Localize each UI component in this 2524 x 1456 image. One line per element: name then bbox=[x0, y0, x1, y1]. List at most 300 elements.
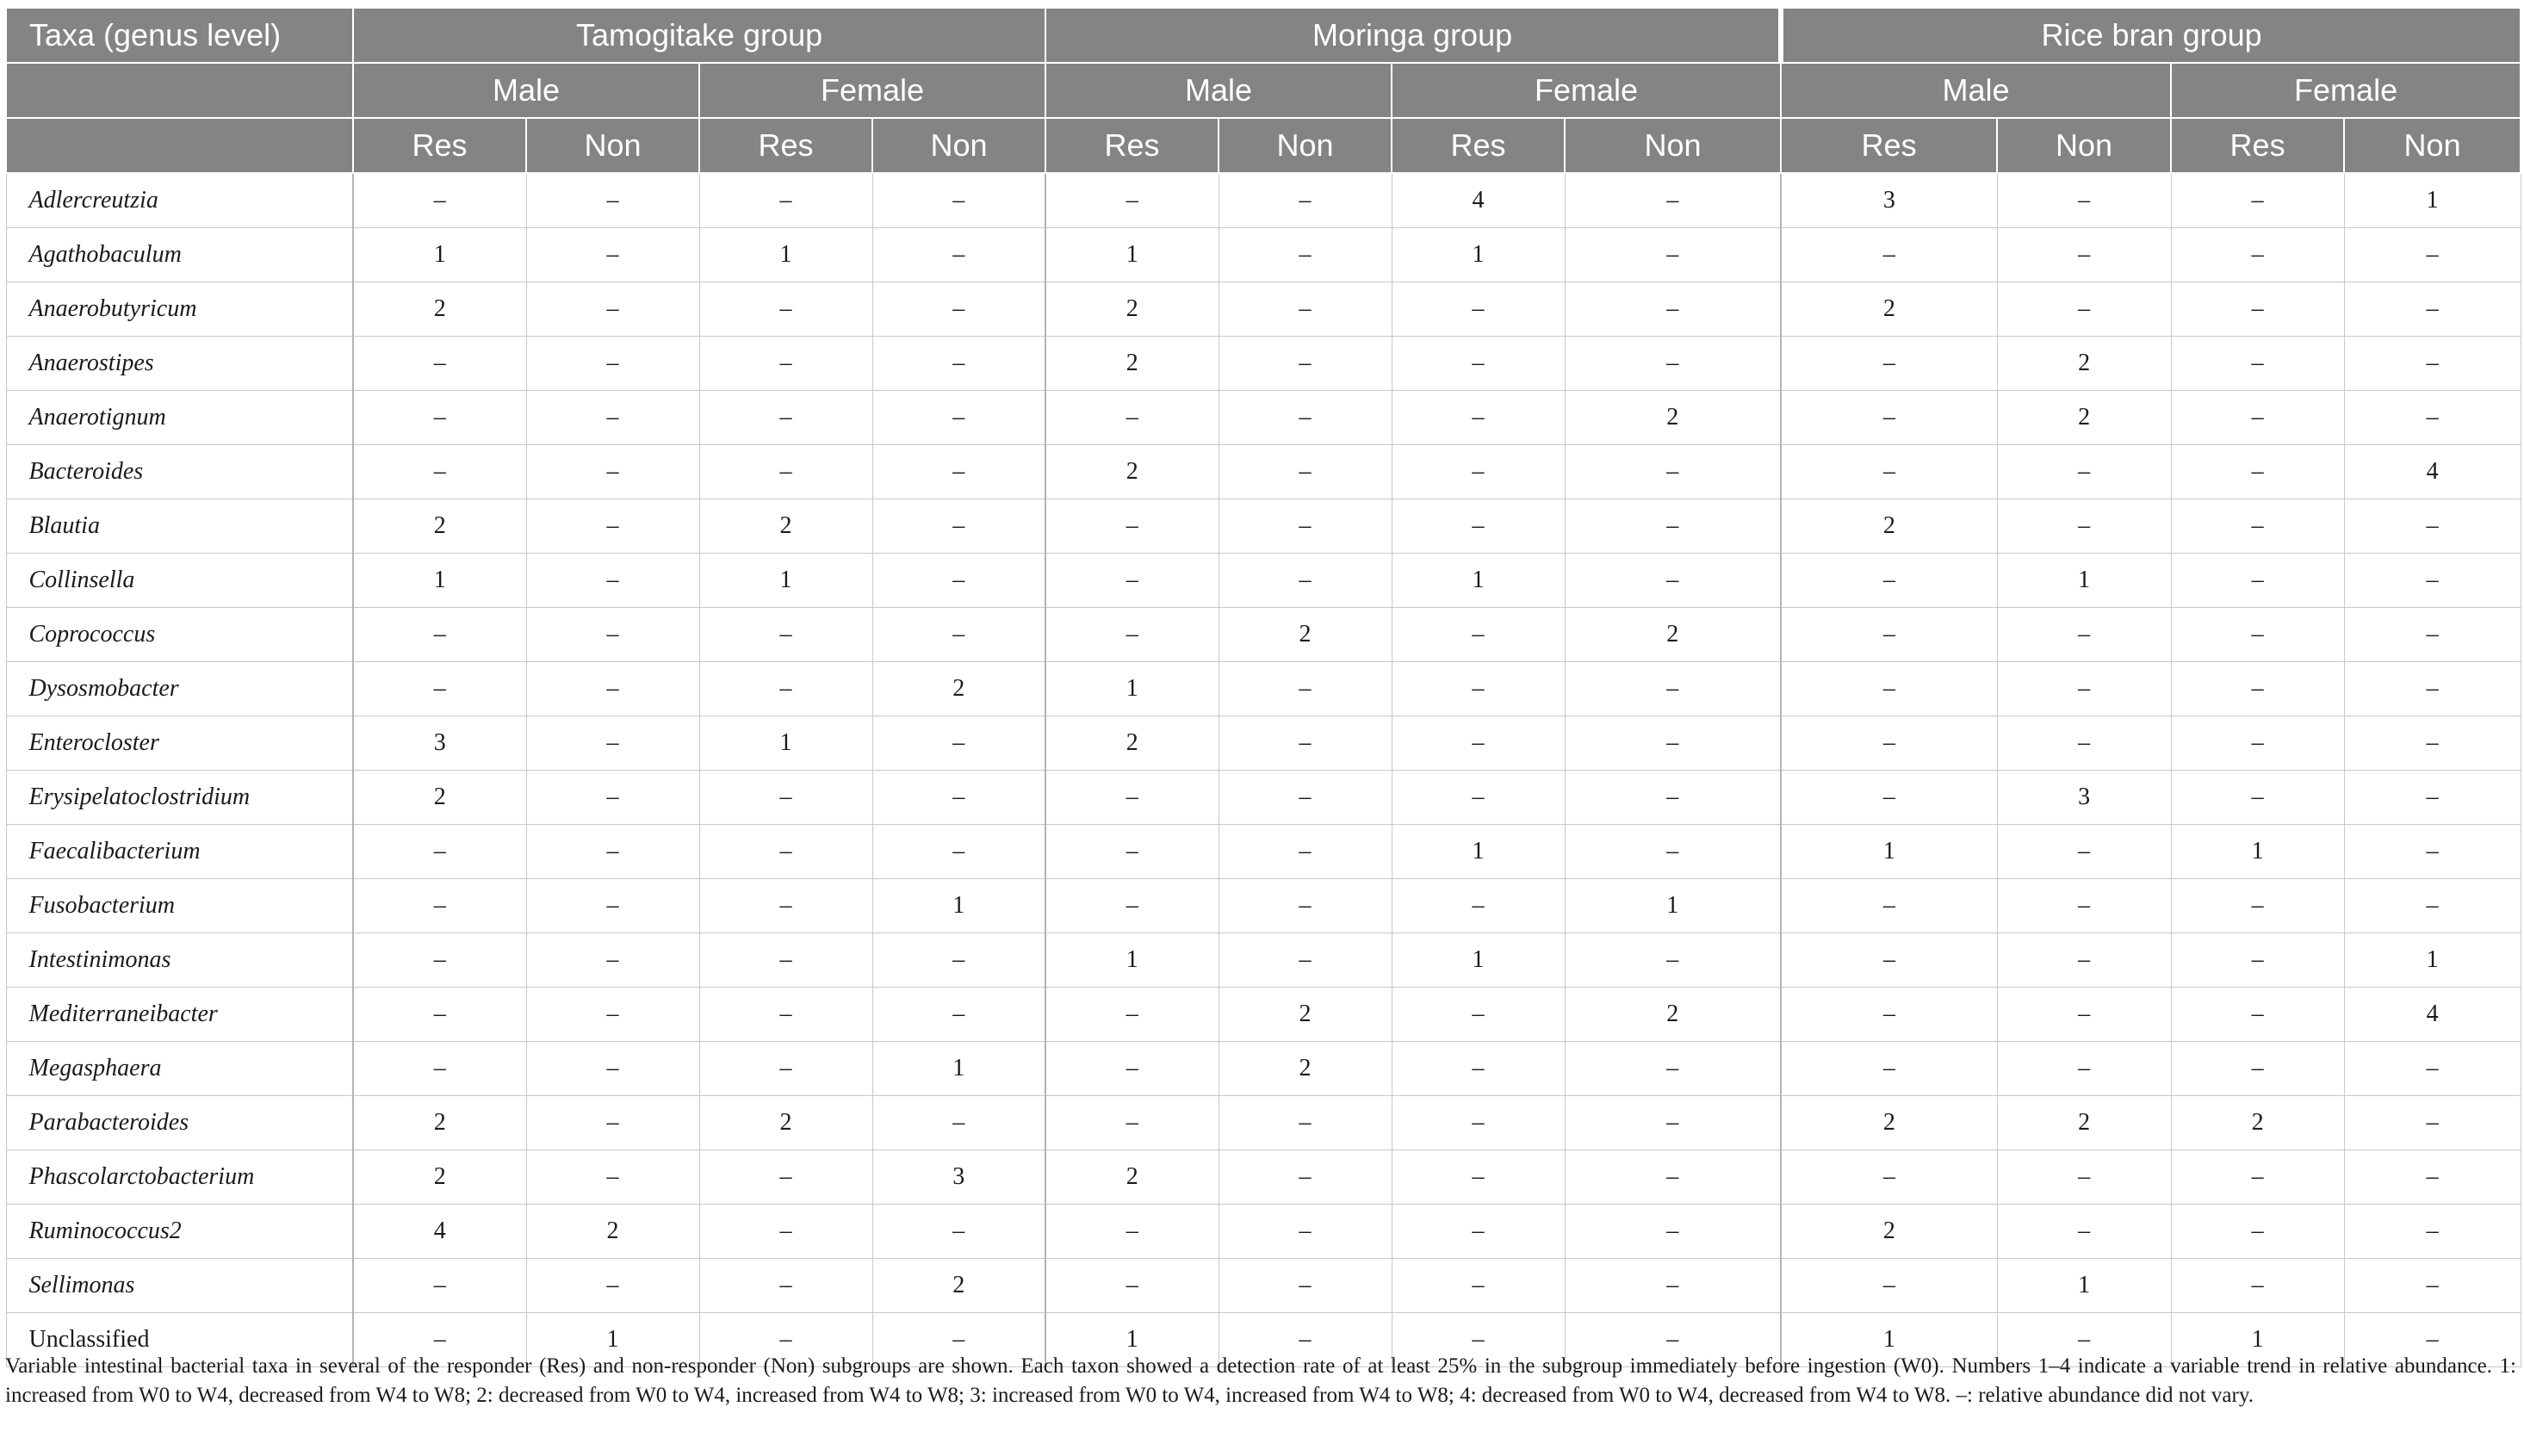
trend-value-cell: – bbox=[1045, 1259, 1219, 1313]
trend-value-cell: – bbox=[2344, 716, 2521, 771]
trend-value-cell: – bbox=[872, 825, 1045, 879]
trend-value-cell: – bbox=[872, 499, 1045, 554]
taxon-name-cell: Megasphaera bbox=[6, 1042, 353, 1096]
trend-value-cell: – bbox=[699, 879, 872, 933]
trend-value-cell: – bbox=[1997, 228, 2171, 282]
trend-value-cell: 2 bbox=[699, 1096, 872, 1150]
trend-value-cell: – bbox=[1045, 1042, 1219, 1096]
taxon-name-cell: Mediterraneibacter bbox=[6, 988, 353, 1042]
table-row bbox=[6, 716, 2521, 771]
trend-value-cell: – bbox=[2344, 282, 2521, 337]
trend-value-cell: 4 bbox=[2344, 988, 2521, 1042]
trend-value-cell: – bbox=[872, 771, 1045, 825]
trend-value-cell: – bbox=[1781, 716, 1997, 771]
trend-value-cell: – bbox=[1219, 391, 1392, 445]
trend-value-cell: 1 bbox=[1045, 933, 1219, 988]
trend-value-cell: 1 bbox=[1392, 554, 1565, 608]
trend-value-cell: – bbox=[1997, 1042, 2171, 1096]
table-body bbox=[6, 173, 2521, 1367]
table-row bbox=[6, 554, 2521, 608]
trend-value-cell: – bbox=[1997, 825, 2171, 879]
trend-value-cell: 1 bbox=[353, 554, 526, 608]
header-spacer bbox=[6, 118, 353, 173]
trend-value-cell: 1 bbox=[353, 228, 526, 282]
trend-value-cell: 2 bbox=[1997, 1096, 2171, 1150]
trend-value-cell: – bbox=[526, 879, 699, 933]
trend-value-cell: 3 bbox=[872, 1150, 1045, 1205]
trend-value-cell: – bbox=[1219, 933, 1392, 988]
taxon-name-cell: Coprococcus bbox=[6, 608, 353, 662]
subgroup-header-non: Non bbox=[872, 118, 1045, 173]
trend-value-cell: – bbox=[1045, 771, 1219, 825]
trend-value-cell: – bbox=[1392, 662, 1565, 716]
trend-value-cell: – bbox=[2171, 499, 2344, 554]
trend-value-cell: – bbox=[1219, 499, 1392, 554]
trend-value-cell: – bbox=[1781, 933, 1997, 988]
sex-header-male: Male bbox=[1781, 63, 2171, 118]
trend-value-cell: – bbox=[1997, 608, 2171, 662]
group-header-moringa: Moringa group bbox=[1045, 8, 1781, 63]
trend-value-cell: – bbox=[2344, 1096, 2521, 1150]
trend-value-cell: – bbox=[1045, 499, 1219, 554]
trend-value-cell: – bbox=[1045, 879, 1219, 933]
header-row-subgroups bbox=[6, 118, 2521, 173]
trend-value-cell: 2 bbox=[699, 499, 872, 554]
trend-value-cell: 2 bbox=[1997, 391, 2171, 445]
trend-value-cell: – bbox=[1781, 988, 1997, 1042]
trend-value-cell: – bbox=[1392, 282, 1565, 337]
trend-value-cell: – bbox=[1392, 771, 1565, 825]
trend-value-cell: 1 bbox=[1392, 228, 1565, 282]
trend-value-cell: – bbox=[872, 337, 1045, 391]
trend-value-cell: – bbox=[872, 1313, 1045, 1367]
trend-value-cell: – bbox=[1781, 1259, 1997, 1313]
taxon-name-cell: Fusobacterium bbox=[6, 879, 353, 933]
trend-value-cell: – bbox=[699, 1313, 872, 1367]
trend-value-cell: – bbox=[1045, 1096, 1219, 1150]
trend-value-cell: – bbox=[872, 716, 1045, 771]
trend-value-cell: – bbox=[1781, 662, 1997, 716]
group-header-tamogitake: Tamogitake group bbox=[353, 8, 1045, 63]
trend-value-cell: 2 bbox=[1997, 337, 2171, 391]
trend-value-cell: – bbox=[1219, 228, 1392, 282]
trend-value-cell: 1 bbox=[872, 879, 1045, 933]
trend-value-cell: – bbox=[2344, 608, 2521, 662]
trend-value-cell: 2 bbox=[1565, 391, 1781, 445]
trend-value-cell: – bbox=[872, 933, 1045, 988]
table-row bbox=[6, 662, 2521, 716]
trend-value-cell: 2 bbox=[1045, 716, 1219, 771]
trend-value-cell: – bbox=[526, 445, 699, 499]
trend-value-cell: – bbox=[2344, 771, 2521, 825]
table-row bbox=[6, 879, 2521, 933]
trend-value-cell: – bbox=[526, 228, 699, 282]
trend-value-cell: – bbox=[1997, 445, 2171, 499]
trend-value-cell: 2 bbox=[1781, 1096, 1997, 1150]
trend-value-cell: – bbox=[699, 282, 872, 337]
trend-value-cell: – bbox=[353, 608, 526, 662]
group-header-rice-bran: Rice bran group bbox=[1781, 8, 2521, 63]
sex-header-female: Female bbox=[1392, 63, 1781, 118]
trend-value-cell: 1 bbox=[1781, 825, 1997, 879]
trend-value-cell: – bbox=[2171, 1042, 2344, 1096]
taxon-name-cell: Phascolarctobacterium bbox=[6, 1150, 353, 1205]
trend-value-cell: 2 bbox=[1219, 988, 1392, 1042]
trend-value-cell: 1 bbox=[526, 1313, 699, 1367]
trend-value-cell: – bbox=[1997, 1205, 2171, 1259]
trend-value-cell: 1 bbox=[1997, 554, 2171, 608]
trend-value-cell: – bbox=[1997, 1313, 2171, 1367]
trend-value-cell: – bbox=[872, 1096, 1045, 1150]
trend-value-cell: – bbox=[353, 1313, 526, 1367]
trend-value-cell: 2 bbox=[1045, 337, 1219, 391]
trend-value-cell: – bbox=[2171, 608, 2344, 662]
trend-value-cell: – bbox=[699, 608, 872, 662]
trend-value-cell: – bbox=[1565, 228, 1781, 282]
trend-value-cell: 2 bbox=[353, 1150, 526, 1205]
trend-value-cell: 2 bbox=[2171, 1096, 2344, 1150]
trend-value-cell: – bbox=[353, 879, 526, 933]
table-row bbox=[6, 933, 2521, 988]
trend-value-cell: – bbox=[353, 933, 526, 988]
trend-value-cell: – bbox=[1997, 282, 2171, 337]
trend-value-cell: – bbox=[1565, 825, 1781, 879]
trend-value-cell: – bbox=[1219, 445, 1392, 499]
trend-value-cell: 1 bbox=[699, 228, 872, 282]
taxon-name-cell: Intestinimonas bbox=[6, 933, 353, 988]
trend-value-cell: – bbox=[1565, 173, 1781, 228]
trend-value-cell: – bbox=[1392, 988, 1565, 1042]
trend-value-cell: – bbox=[353, 337, 526, 391]
trend-value-cell: – bbox=[2171, 445, 2344, 499]
trend-value-cell: – bbox=[1219, 1205, 1392, 1259]
trend-value-cell: – bbox=[2171, 228, 2344, 282]
trend-value-cell: – bbox=[2344, 337, 2521, 391]
trend-value-cell: – bbox=[1045, 608, 1219, 662]
trend-value-cell: – bbox=[1997, 716, 2171, 771]
trend-value-cell: 3 bbox=[353, 716, 526, 771]
trend-value-cell: – bbox=[1997, 933, 2171, 988]
trend-value-cell: 3 bbox=[1781, 173, 1997, 228]
trend-value-cell: 1 bbox=[1392, 825, 1565, 879]
taxon-name-cell: Parabacteroides bbox=[6, 1096, 353, 1150]
trend-value-cell: – bbox=[1392, 1150, 1565, 1205]
trend-value-cell: – bbox=[1565, 337, 1781, 391]
trend-value-cell: – bbox=[1781, 1150, 1997, 1205]
table-row bbox=[6, 1042, 2521, 1096]
trend-value-cell: 1 bbox=[1781, 1313, 1997, 1367]
trend-value-cell: – bbox=[2171, 716, 2344, 771]
taxa-table bbox=[5, 7, 2521, 1367]
trend-value-cell: – bbox=[1565, 1313, 1781, 1367]
trend-value-cell: 2 bbox=[353, 282, 526, 337]
subgroup-header-res: Res bbox=[1781, 118, 1997, 173]
trend-value-cell: 2 bbox=[1045, 445, 1219, 499]
trend-value-cell: – bbox=[353, 445, 526, 499]
trend-value-cell: – bbox=[2171, 1150, 2344, 1205]
trend-value-cell: 2 bbox=[353, 771, 526, 825]
trend-value-cell: 4 bbox=[2344, 445, 2521, 499]
trend-value-cell: – bbox=[2171, 933, 2344, 988]
trend-value-cell: – bbox=[1219, 716, 1392, 771]
trend-value-cell: – bbox=[2344, 499, 2521, 554]
trend-value-cell: 1 bbox=[1045, 662, 1219, 716]
trend-value-cell: – bbox=[526, 173, 699, 228]
trend-value-cell: 2 bbox=[353, 499, 526, 554]
trend-value-cell: 1 bbox=[872, 1042, 1045, 1096]
trend-value-cell: – bbox=[1781, 879, 1997, 933]
trend-value-cell: – bbox=[2344, 825, 2521, 879]
trend-value-cell: – bbox=[526, 662, 699, 716]
trend-value-cell: – bbox=[872, 988, 1045, 1042]
trend-value-cell: – bbox=[1219, 825, 1392, 879]
trend-value-cell: 2 bbox=[1781, 499, 1997, 554]
trend-value-cell: – bbox=[1219, 771, 1392, 825]
trend-value-cell: – bbox=[2171, 173, 2344, 228]
trend-value-cell: – bbox=[353, 988, 526, 1042]
table-row bbox=[6, 771, 2521, 825]
trend-value-cell: – bbox=[2344, 879, 2521, 933]
trend-value-cell: – bbox=[2171, 771, 2344, 825]
trend-value-cell: – bbox=[1781, 445, 1997, 499]
taxon-name-cell: Anaerotignum bbox=[6, 391, 353, 445]
trend-value-cell: 1 bbox=[2171, 825, 2344, 879]
trend-value-cell: 3 bbox=[1997, 771, 2171, 825]
trend-value-cell: – bbox=[1997, 173, 2171, 228]
trend-value-cell: – bbox=[2344, 1150, 2521, 1205]
trend-value-cell: – bbox=[526, 554, 699, 608]
taxon-name-cell: Erysipelatoclostridium bbox=[6, 771, 353, 825]
taxon-name-cell: Adlercreutzia bbox=[6, 173, 353, 228]
subgroup-header-non: Non bbox=[2344, 118, 2521, 173]
trend-value-cell: 2 bbox=[1781, 282, 1997, 337]
table-row bbox=[6, 825, 2521, 879]
table-row bbox=[6, 1096, 2521, 1150]
table-row bbox=[6, 608, 2521, 662]
table-row bbox=[6, 445, 2521, 499]
trend-value-cell: 1 bbox=[1045, 1313, 1219, 1367]
trend-value-cell: – bbox=[1565, 1259, 1781, 1313]
trend-value-cell: – bbox=[2171, 988, 2344, 1042]
trend-value-cell: – bbox=[2171, 391, 2344, 445]
trend-value-cell: – bbox=[1781, 1042, 1997, 1096]
trend-value-cell: – bbox=[872, 173, 1045, 228]
table-row bbox=[6, 1205, 2521, 1259]
table-row bbox=[6, 282, 2521, 337]
trend-value-cell: – bbox=[1392, 608, 1565, 662]
taxon-name-cell: Bacteroides bbox=[6, 445, 353, 499]
trend-value-cell: – bbox=[1219, 662, 1392, 716]
table-footnote: Variable intestinal bacterial taxa in several of the responder (Res) and non-responder (Non) subgroups are shown. Each taxon showed a detection rate of at least 25% in the subgroup immediately before ingestion (W0). Numbers 1–4 indicate a variable trend in relative abundance. 1: increased from W0 to W4, decreased from W4 to W8; 2: decreased from W0 to W4, increased from W4 to W8; 3: increased from W0 to W4, increased from W4 to W8; 4: decreased from W0 to W4, decreased from W4 to W8. –: relative abundance did not vary. bbox=[5, 1354, 2516, 1407]
sex-header-male: Male bbox=[1045, 63, 1392, 118]
table-row bbox=[6, 173, 2521, 228]
data-table-container bbox=[5, 7, 2520, 1367]
trend-value-cell: 2 bbox=[526, 1205, 699, 1259]
table-row bbox=[6, 391, 2521, 445]
trend-value-cell: – bbox=[1219, 337, 1392, 391]
trend-value-cell: – bbox=[1565, 1042, 1781, 1096]
trend-value-cell: – bbox=[526, 499, 699, 554]
trend-value-cell: – bbox=[2171, 554, 2344, 608]
trend-value-cell: – bbox=[1219, 1150, 1392, 1205]
trend-value-cell: 2 bbox=[1565, 608, 1781, 662]
trend-value-cell: – bbox=[1045, 825, 1219, 879]
trend-value-cell: – bbox=[2344, 1042, 2521, 1096]
trend-value-cell: – bbox=[1565, 1150, 1781, 1205]
trend-value-cell: – bbox=[2171, 282, 2344, 337]
trend-value-cell: – bbox=[699, 337, 872, 391]
trend-value-cell: – bbox=[699, 988, 872, 1042]
sex-header-female: Female bbox=[699, 63, 1045, 118]
trend-value-cell: – bbox=[1781, 608, 1997, 662]
trend-value-cell: – bbox=[526, 608, 699, 662]
trend-value-cell: – bbox=[526, 1259, 699, 1313]
header-row-sexes bbox=[6, 63, 2521, 118]
trend-value-cell: – bbox=[1045, 554, 1219, 608]
trend-value-cell: – bbox=[872, 554, 1045, 608]
trend-value-cell: – bbox=[1219, 1096, 1392, 1150]
trend-value-cell: – bbox=[2171, 662, 2344, 716]
trend-value-cell: – bbox=[526, 988, 699, 1042]
trend-value-cell: – bbox=[2344, 1205, 2521, 1259]
taxon-name-cell: Unclassified bbox=[6, 1313, 353, 1367]
trend-value-cell: – bbox=[1045, 391, 1219, 445]
trend-value-cell: 2 bbox=[1781, 1205, 1997, 1259]
trend-value-cell: – bbox=[1565, 282, 1781, 337]
trend-value-cell: – bbox=[1392, 1042, 1565, 1096]
trend-value-cell: – bbox=[1219, 879, 1392, 933]
trend-value-cell: 1 bbox=[2344, 933, 2521, 988]
trend-value-cell: – bbox=[699, 1150, 872, 1205]
taxa-column-header: Taxa (genus level) bbox=[6, 8, 353, 63]
trend-value-cell: – bbox=[1565, 771, 1781, 825]
trend-value-cell: – bbox=[526, 716, 699, 771]
header-spacer bbox=[6, 63, 353, 118]
trend-value-cell: 2 bbox=[872, 662, 1045, 716]
subgroup-header-res: Res bbox=[1392, 118, 1565, 173]
trend-value-cell: – bbox=[872, 1205, 1045, 1259]
subgroup-header-non: Non bbox=[526, 118, 699, 173]
trend-value-cell: – bbox=[1392, 445, 1565, 499]
taxon-name-cell: Blautia bbox=[6, 499, 353, 554]
trend-value-cell: – bbox=[699, 933, 872, 988]
trend-value-cell: – bbox=[1392, 716, 1565, 771]
trend-value-cell: – bbox=[1781, 554, 1997, 608]
trend-value-cell: 1 bbox=[1565, 879, 1781, 933]
trend-value-cell: – bbox=[2171, 337, 2344, 391]
trend-value-cell: – bbox=[526, 825, 699, 879]
subgroup-header-non: Non bbox=[1565, 118, 1781, 173]
trend-value-cell: – bbox=[699, 173, 872, 228]
trend-value-cell: – bbox=[1565, 554, 1781, 608]
taxon-name-cell: Dysosmobacter bbox=[6, 662, 353, 716]
trend-value-cell: – bbox=[526, 933, 699, 988]
trend-value-cell: – bbox=[2171, 1205, 2344, 1259]
trend-value-cell: 1 bbox=[2344, 173, 2521, 228]
trend-value-cell: – bbox=[353, 1259, 526, 1313]
trend-value-cell: 1 bbox=[699, 554, 872, 608]
trend-value-cell: – bbox=[1219, 1313, 1392, 1367]
trend-value-cell: – bbox=[1997, 1150, 2171, 1205]
trend-value-cell: – bbox=[1565, 445, 1781, 499]
trend-value-cell: – bbox=[1219, 554, 1392, 608]
trend-value-cell: – bbox=[353, 1042, 526, 1096]
trend-value-cell: – bbox=[699, 771, 872, 825]
taxon-name-cell: Anaerostipes bbox=[6, 337, 353, 391]
trend-value-cell: – bbox=[2344, 1313, 2521, 1367]
taxon-name-cell: Faecalibacterium bbox=[6, 825, 353, 879]
trend-value-cell: – bbox=[1392, 879, 1565, 933]
subgroup-header-non: Non bbox=[1219, 118, 1392, 173]
trend-value-cell: 1 bbox=[1392, 933, 1565, 988]
trend-value-cell: – bbox=[2171, 1259, 2344, 1313]
taxon-name-cell: Agathobaculum bbox=[6, 228, 353, 282]
trend-value-cell: – bbox=[699, 445, 872, 499]
trend-value-cell: – bbox=[1565, 716, 1781, 771]
trend-value-cell: – bbox=[1997, 988, 2171, 1042]
trend-value-cell: 1 bbox=[699, 716, 872, 771]
table-row bbox=[6, 499, 2521, 554]
trend-value-cell: – bbox=[699, 1259, 872, 1313]
subgroup-header-res: Res bbox=[699, 118, 872, 173]
taxon-name-cell: Anaerobutyricum bbox=[6, 282, 353, 337]
trend-value-cell: – bbox=[1219, 173, 1392, 228]
trend-value-cell: – bbox=[872, 445, 1045, 499]
trend-value-cell: – bbox=[1781, 771, 1997, 825]
trend-value-cell: – bbox=[526, 1042, 699, 1096]
trend-value-cell: – bbox=[1392, 1205, 1565, 1259]
trend-value-cell: – bbox=[526, 282, 699, 337]
trend-value-cell: – bbox=[526, 1150, 699, 1205]
trend-value-cell: – bbox=[2344, 554, 2521, 608]
trend-value-cell: – bbox=[872, 391, 1045, 445]
subgroup-header-res: Res bbox=[2171, 118, 2344, 173]
taxon-name-cell: Ruminococcus2 bbox=[6, 1205, 353, 1259]
trend-value-cell: 1 bbox=[1997, 1259, 2171, 1313]
trend-value-cell: – bbox=[699, 1042, 872, 1096]
taxon-name-cell: Sellimonas bbox=[6, 1259, 353, 1313]
trend-value-cell: 2 bbox=[353, 1096, 526, 1150]
trend-value-cell: – bbox=[1392, 1096, 1565, 1150]
trend-value-cell: 2 bbox=[1219, 1042, 1392, 1096]
subgroup-header-res: Res bbox=[1045, 118, 1219, 173]
trend-value-cell: – bbox=[699, 662, 872, 716]
trend-value-cell: – bbox=[2344, 391, 2521, 445]
trend-value-cell: 2 bbox=[1219, 608, 1392, 662]
table-row bbox=[6, 337, 2521, 391]
trend-value-cell: 4 bbox=[353, 1205, 526, 1259]
sex-header-female: Female bbox=[2171, 63, 2521, 118]
sex-header-male: Male bbox=[353, 63, 699, 118]
trend-value-cell: – bbox=[1219, 282, 1392, 337]
trend-value-cell: – bbox=[2344, 662, 2521, 716]
trend-value-cell: 2 bbox=[872, 1259, 1045, 1313]
trend-value-cell: – bbox=[872, 228, 1045, 282]
trend-value-cell: – bbox=[1392, 1313, 1565, 1367]
trend-value-cell: – bbox=[353, 825, 526, 879]
table-row bbox=[6, 988, 2521, 1042]
trend-value-cell: – bbox=[1781, 228, 1997, 282]
trend-value-cell: – bbox=[2344, 1259, 2521, 1313]
trend-value-cell: – bbox=[1045, 1205, 1219, 1259]
trend-value-cell: 2 bbox=[1045, 1150, 1219, 1205]
trend-value-cell: – bbox=[1565, 933, 1781, 988]
trend-value-cell: 1 bbox=[1045, 228, 1219, 282]
taxon-name-cell: Enterocloster bbox=[6, 716, 353, 771]
table-row bbox=[6, 1150, 2521, 1205]
trend-value-cell: – bbox=[699, 825, 872, 879]
trend-value-cell: – bbox=[872, 282, 1045, 337]
